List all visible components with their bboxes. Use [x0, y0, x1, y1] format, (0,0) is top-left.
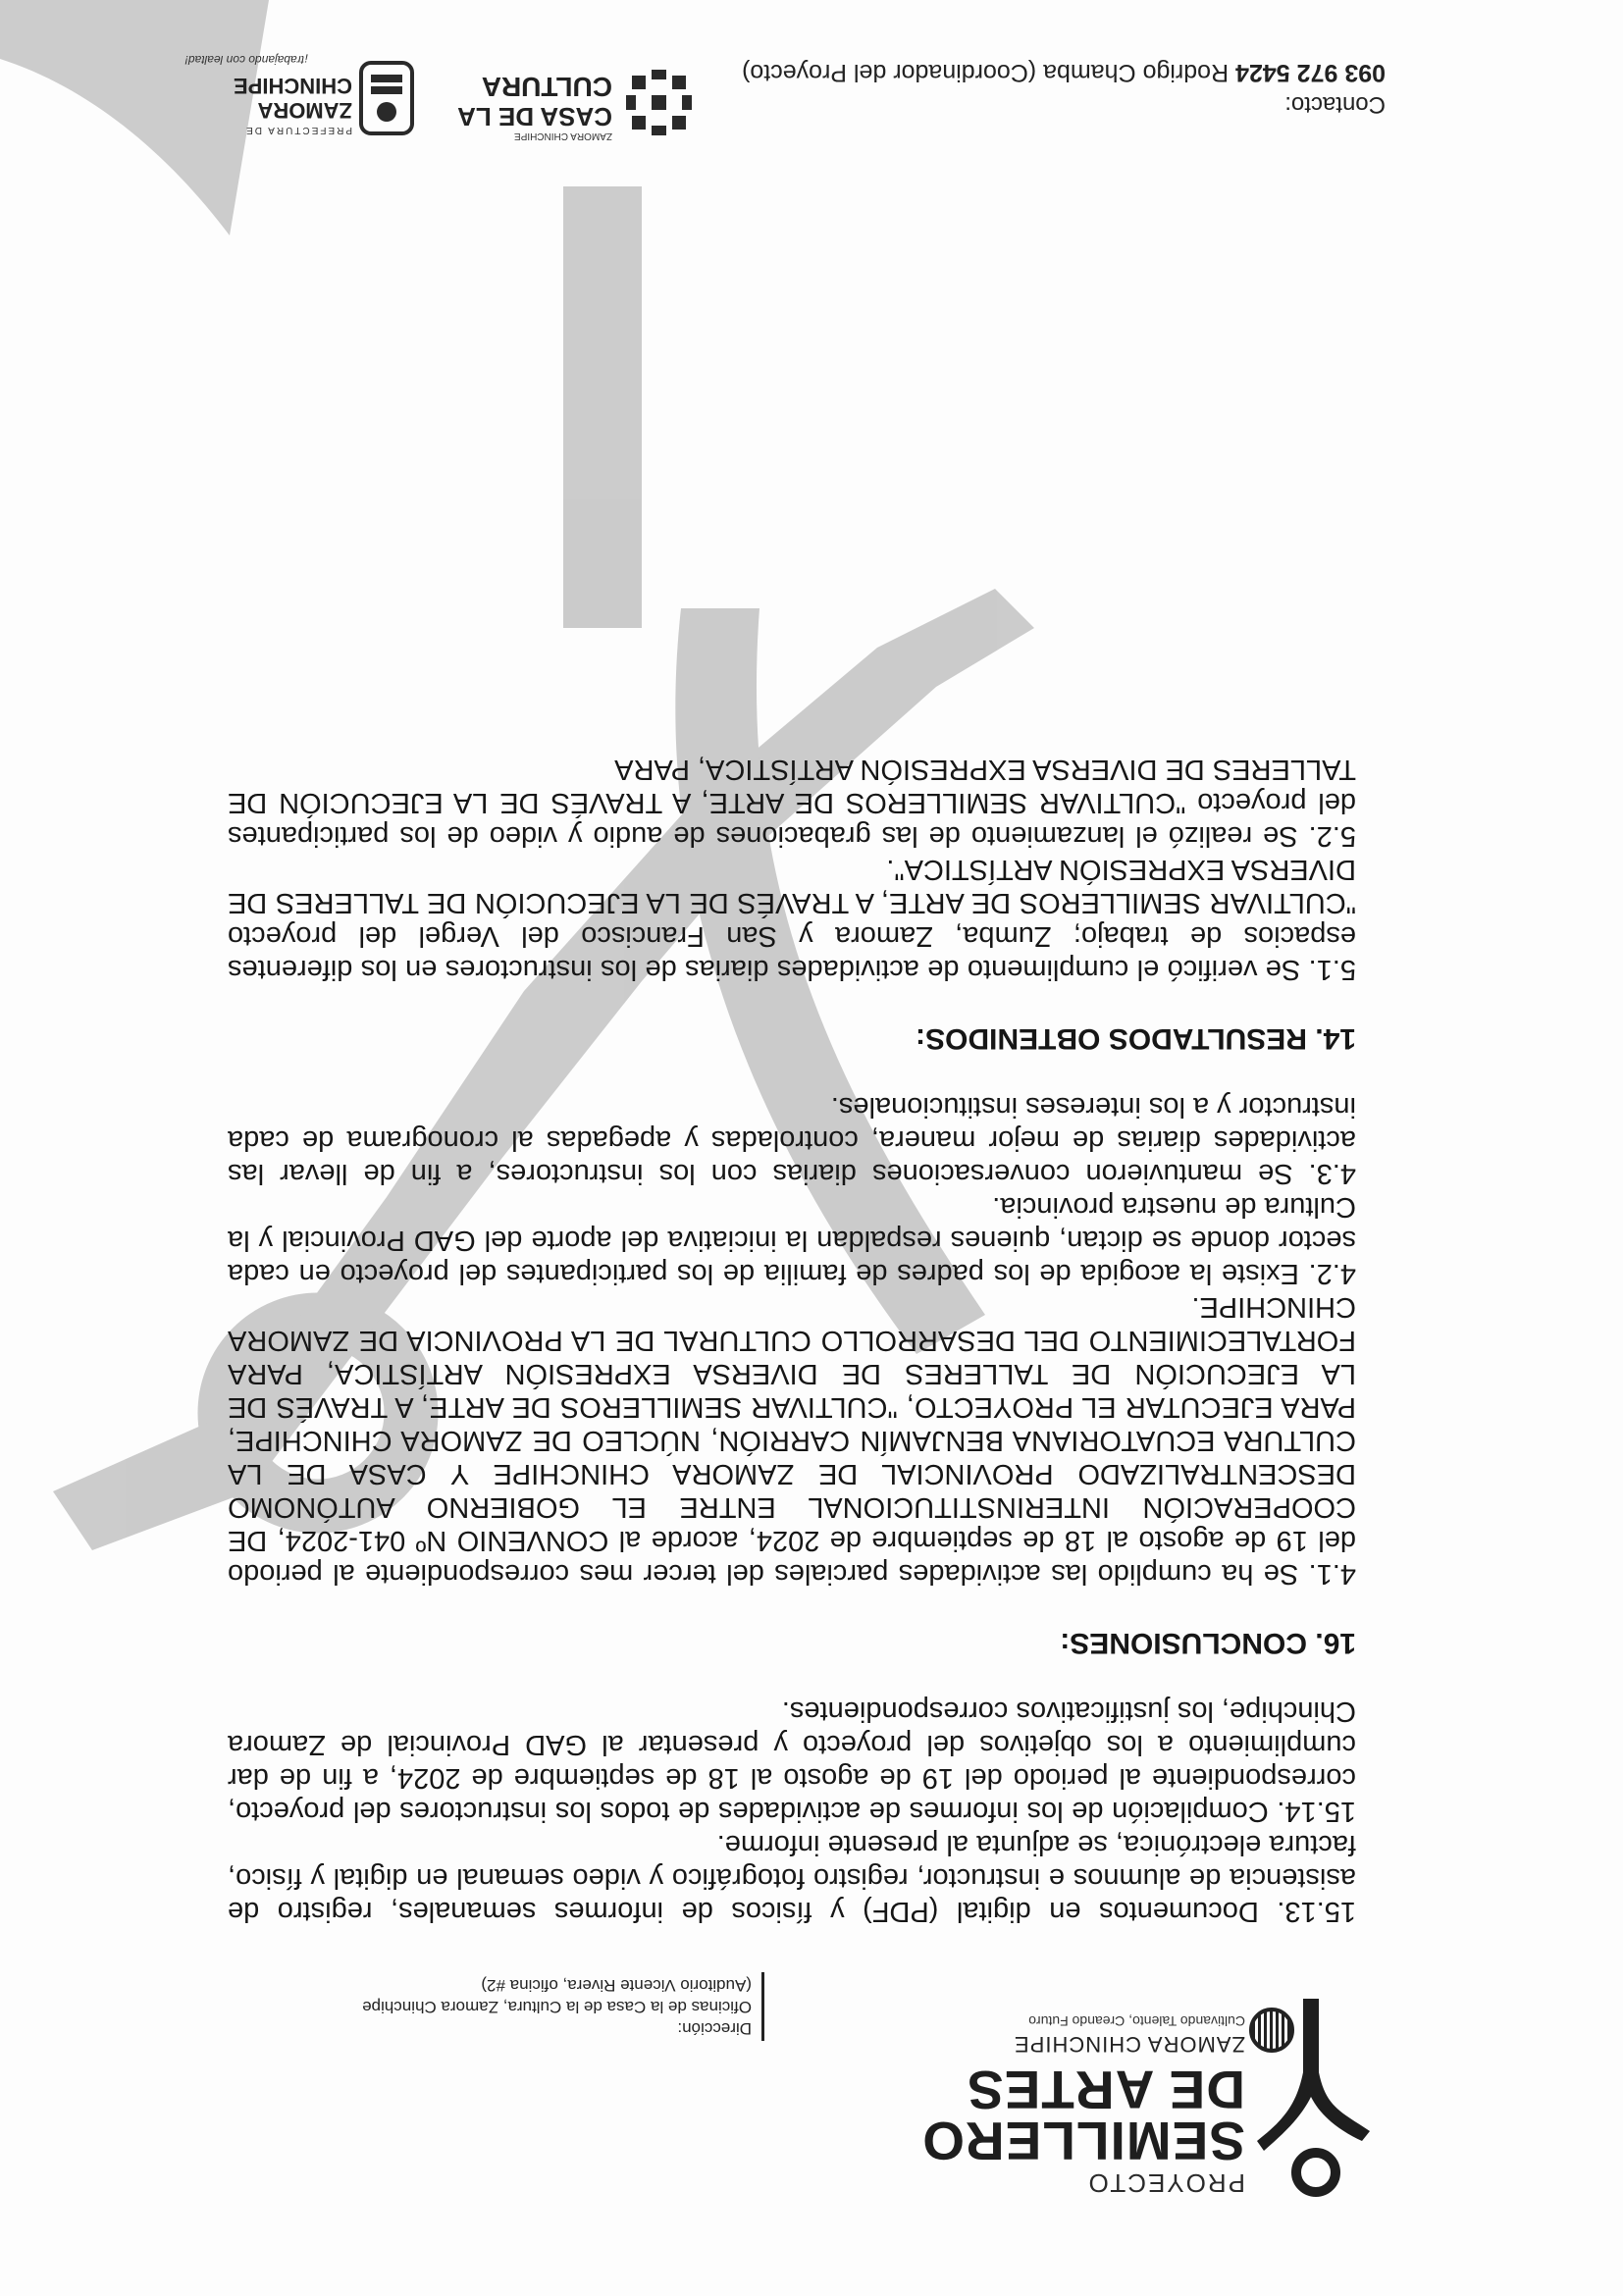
paragraph-4-1: 4.1. Se ha cumplido las actividades parciales del tercer mes correspondiente al periodo del 19 de agosto al 18 de septiembre de 2024, acorde al CONVENIO Nº 041-2024, DE COOPERACIÓN INTERINSTITUCIONAL ENTRE EL GOBIERNO AUTÓNOMO DESCENTRALIZADO PROVINCIAL DE ZAMORA CHINCHIPE Y CASA DE LA CULTURA ECUATORIANA BENJAMÍN CARRIÓN, NÚCLEO DE ZAMORA CHINCHIPE, PARA EJECUTAR EL PROYECTO, "CULTIVAR SEMILLEROS DE ARTE, A TRAVÉS DE LA EJECUCIÓN DE TALLERES DE DIVERSA EXPRESIÓN ARTÍSTICA, PARA FORTALECIMIENTO DEL DESARROLLO CULTURAL DE LA PROVINCIA DE ZAMORA CHINCHIPE.	[228, 1291, 1356, 1590]
logo-circle-icon	[1249, 2008, 1294, 2053]
heading-resultados: 14. RESULTADOS OBTENIDOS:	[916, 1022, 1356, 1055]
logo-proyecto-text: PROYECTO	[1086, 2168, 1245, 2198]
heading-conclusiones: 16. CONCLUSIONES:	[1060, 1627, 1356, 1659]
casa-line1: CASA DE LA	[457, 102, 612, 131]
paragraph-15-14: 15.14. Compilación de los informes de actividades de todos los instructores del proyecto, correspondiente al periodo del 19 de agosto al 18 de septiembre de 2024, a fin de dar cumplimiento a los objetivos del proyecto y presentar al GAD Provincial de Zamora Chinchipe, los justificativos correspondientes.	[228, 1696, 1356, 1827]
logo-semillero-text: SEMILLERO	[921, 2111, 1245, 2171]
address-label: Dirección:	[677, 2019, 752, 2038]
contact-name: Rodrigo Chamba (Coordinador del Proyecto)	[742, 59, 1230, 86]
contact-label: Contacto:	[1284, 91, 1386, 118]
paragraph-4-3: 4.3. Se mantuvieron conversaciones diarias con los instructores, a fin de llevar las actividades diarias de mejor manera, controladas y apegadas al cronograma de cada instructor y a los intereses institucionales.	[228, 1091, 1356, 1189]
paragraph-5-1: 5.1. Se verificó el cumplimento de actividades diarias de los instructores en los diferentes espacios de trabajo; Zumba, Zamora y San Francisco del Vergel del proyecto "CULTIVAR SEMILLEROS DE ARTE, A TRAVÉS DE LA EJECUCIÓN DE TALLERES DE DIVERSA EXPRESIÓN ARTÍSTICA".	[228, 854, 1356, 985]
logo-tagline: Cultivando Talento, Creando Futuro	[1028, 2013, 1245, 2029]
address-line1: Oficinas de la Casa de la Cultura, Zamora Chinchipe	[362, 1998, 752, 2016]
document-body	[228, 753, 1356, 1928]
casa-small-text: ZAMORA CHINCHIPE	[513, 130, 612, 141]
logo-zamora-text: ZAMORA CHINCHIPE	[1013, 2032, 1245, 2057]
address-block	[340, 1974, 752, 2039]
prefectura-chinchipe: CHINCHIPE	[233, 74, 352, 98]
paragraph-15-13: 15.13. Documentos en digital (PDF) y físicos de informes semanales, registro de asistencia de alumnos e instructor, registro fotográfico y video semanal en digital y físico, factura electrónica, se adjunta al presente informe.	[228, 1829, 1356, 1927]
prefectura-tagline: ¡trabajando con lealtad!	[184, 53, 308, 67]
paragraph-5-2: 5.2. Se realizó el lanzamiento de las grabaciones de audio y video de los participantes del proyecto "CULTIVAR SEMILLEROS DE ARTE, A TRAVÉS DE LA EJECUCIÓN DE TALLERES DE DIVERSA EXPRESIÓN ARTÍSTICA, PARA	[228, 754, 1356, 852]
prefectura-small-text: PREFECTURA DE	[244, 125, 352, 135]
contact-phone: 093 972 5424	[1235, 59, 1386, 86]
casa-cultura-logo-icon	[622, 61, 696, 139]
contact-line	[742, 58, 1386, 86]
address-line2: (Auditorio Vicente Rivera, oficina #2)	[481, 1976, 752, 1995]
casa-line2: CULTURA	[481, 72, 612, 102]
address-divider	[761, 1972, 764, 2041]
paragraph-4-2: 4.2. Existe la acogida de los padres de familia de los participantes del proyecto en cada sector donde se dictan, quienes respaldan la iniciativa del aporte del GAD Provincial y la Cultura de nuestra provincia.	[228, 1191, 1356, 1289]
prefectura-seal-icon	[357, 59, 416, 137]
logo-de-artes-text: DE ARTES	[966, 2060, 1245, 2120]
prefectura-zamora: ZAMORA	[257, 98, 352, 123]
